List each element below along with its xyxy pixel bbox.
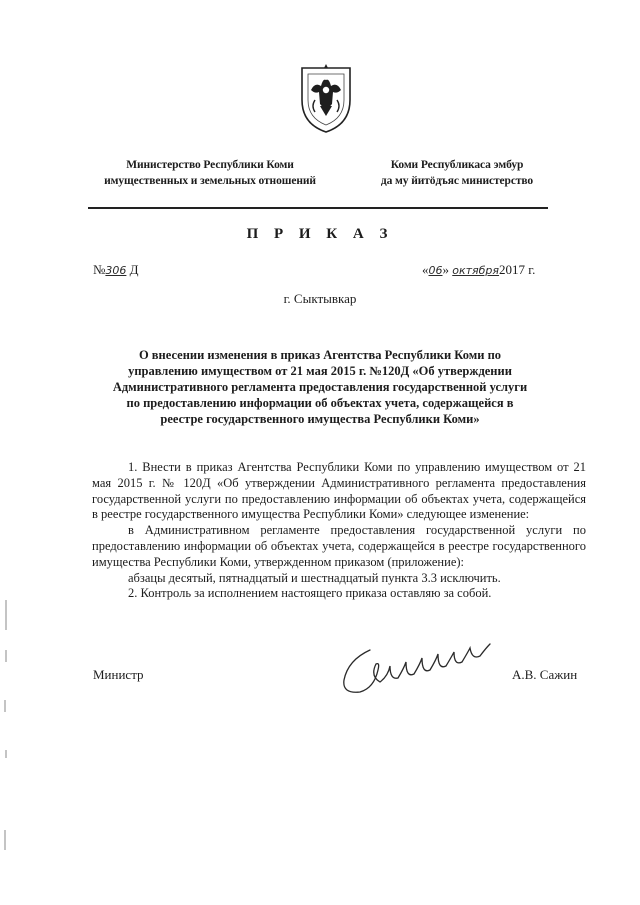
order-number <box>93 262 139 278</box>
handwritten-day: 06 <box>428 264 443 277</box>
handwritten-signature <box>330 636 510 698</box>
body-paragraph-2: в Административном регламенте предоставления государственной услуги по предоставлению информации об объектах учета, содержащейся в реестре государственного имущества Республики Коми, утвержденном приказом (приложение): <box>92 523 586 569</box>
city-line: г. Сыктывкар <box>283 291 357 306</box>
signatory-name: А.В. Сажин <box>512 667 578 682</box>
header-divider <box>88 207 548 209</box>
subject-line: управлению имуществом от 21 мая 2015 г. №120Д «Об утверждении <box>128 364 512 378</box>
handwritten-month: октября <box>452 264 500 277</box>
date-year: 2017 г. <box>499 262 536 277</box>
body-paragraph-3: абзацы десятый, пятнадцатый и шестнадцатый пункта 3.3 исключить. <box>128 570 501 585</box>
order-body <box>92 460 586 602</box>
subject-line: по предоставлению информации об объектах учета, содержащейся в <box>126 396 514 410</box>
subject-line: реестре государственного имущества Республики Коми» <box>160 412 480 426</box>
number-suffix: Д <box>129 262 139 277</box>
body-paragraph-1: 1. Внести в приказ Агентства Республики Коми по управлению имуществом от 21 мая 2015 г. № 120Д «Об утверждении Административного регламента предоставления государственной услуги по предоставлению информации об объектах учета, содержащейся в реестре государственного имущества Республики Коми» следующее изменение: <box>92 460 586 522</box>
handwritten-number: 306 <box>105 264 127 277</box>
ministry-name-line: да му йитӧдъяс министерство <box>380 175 534 187</box>
ministry-name-komi <box>352 157 562 189</box>
subject-line: О внесении изменения в приказ Агентства Республики Коми по <box>138 348 502 362</box>
date-close-quote: » <box>442 262 449 277</box>
number-prefix: № <box>93 262 106 277</box>
signatory-position: Министр <box>93 667 144 682</box>
ministry-name-line: Коми Республикаса эмбур <box>390 159 524 171</box>
body-paragraph-4: 2. Контроль за исполнением настоящего приказа оставляю за собой. <box>128 586 492 601</box>
subject-line: Административного регламента предоставления государственной услуги <box>112 380 528 394</box>
scan-edge-marks <box>0 600 12 860</box>
ministry-name-line: имущественных и земельных отношений <box>104 175 316 187</box>
coat-of-arms-emblem <box>297 60 355 134</box>
document-type-title: П Р И К А З <box>246 226 394 242</box>
order-subject <box>100 347 540 427</box>
ministry-name-russian <box>80 157 340 189</box>
order-date <box>422 262 535 278</box>
date-open-quote: « <box>422 262 429 277</box>
ministry-name-line: Министерство Республики Коми <box>126 159 294 171</box>
